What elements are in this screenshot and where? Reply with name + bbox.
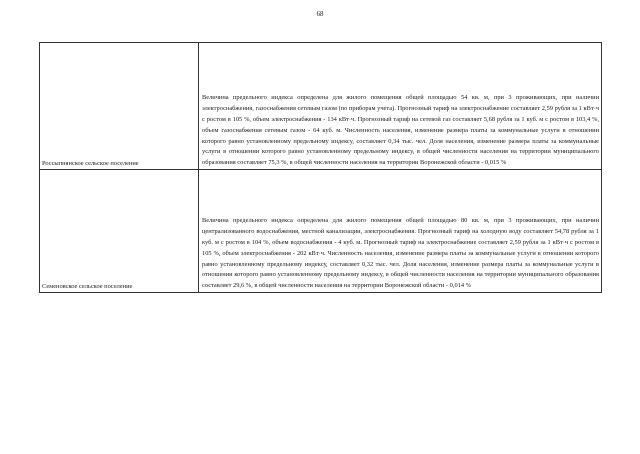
settlements-table — [39, 42, 602, 293]
settlement-description: Величина предельного индекса определена для жилого помещения общей площадью 54 кв. м, при 3 проживающих, при наличии электроснабжения, газоснабжения сетевым газом (по приборам учета). Прогнозный тариф на электроснабжение составляет 2,59 рубля за 1 кВт·ч с ростом в 105 %, объем электроснабжения - 134 кВт·ч. Прогнозный тариф на сетевой газ составляет 5,68 рубля за 1 куб. м с ростом в 103,4 %, объем газоснабжения сетевым газом - 64 куб. м. Численность населения, изменение размера платы за коммунальные услуги в отношении которого равно установленному предельному индексу, составляет 0,34 тыс. чел. Доля населения, изменение размера платы за коммунальные услуги в отношении которого равно установленному предельному индексу, в общей численности населения на территории муниципального образования составляет 75,3 %, в общей численности населения на территории Воронежской области - 0,015 % — [202, 94, 599, 167]
settlement-name: Семеновское сельское поселение — [40, 170, 199, 293]
settlement-description: Величина предельного индекса определена для жилого помещения общей площадью 80 кв. м, при 3 проживающих, при наличии централизованного водоснабжения, местной канализации, электроснабжения. Прогнозный тариф на холодную воду составляет 54,78 рубля за 1 куб. м с ростом в 104 %, объем водоснабжения - 4 куб. м. Прогнозный тариф на электроснабжение составляет 2,59 рубля за 1 кВт·ч с ростом в 105 %, объем электроснабжения - 202 кВт·ч. Численность населения, изменение размера платы за коммунальные услуги в отношении которого равно установленному предельному индексу, составляет 0,32 тыс. чел. Доля населения, изменение размера платы за коммунальные услуги в отношении которого равно установленному предельному индексу, в общей численности населения на территории муниципального образования составляет 29,6 %, в общей численности населения на территории Воронежской области - 0,014 % — [202, 217, 599, 290]
table-row — [40, 170, 602, 293]
settlement-description-cell — [199, 43, 602, 170]
table-row — [40, 43, 602, 170]
page-number: 68 — [316, 10, 324, 18]
settlement-description-cell — [199, 170, 602, 293]
settlement-name: Россыпнянское сельское поселение — [40, 43, 199, 170]
